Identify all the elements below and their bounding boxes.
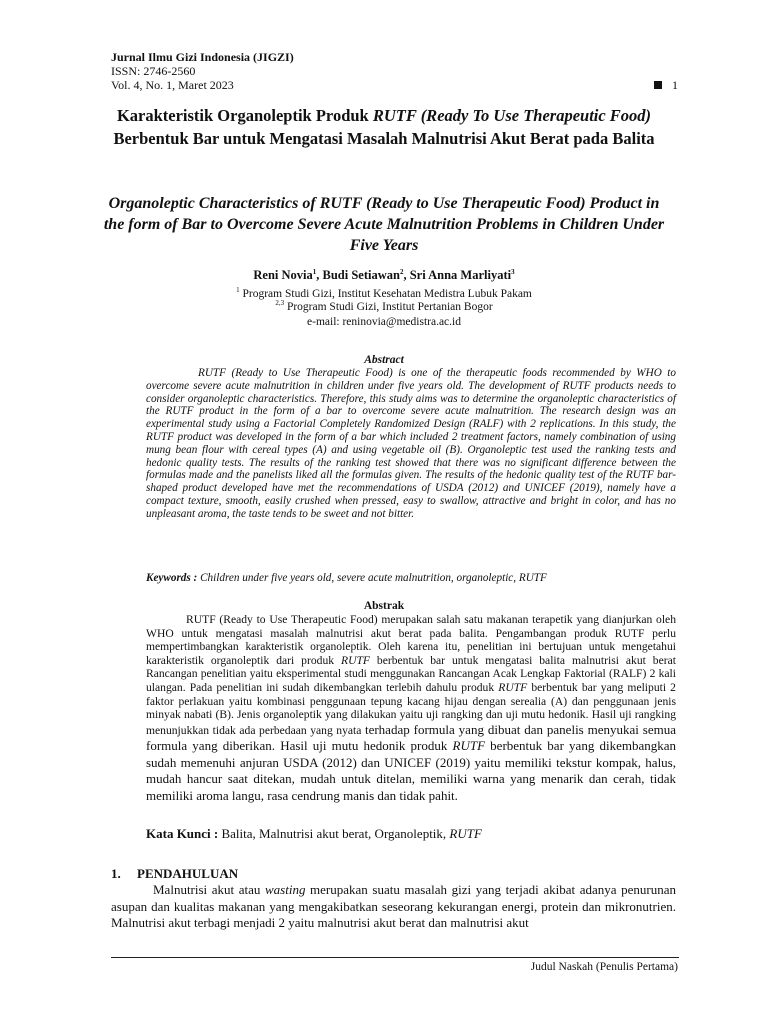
abstract-english [146, 367, 676, 521]
kata-kunci-italic: RUTF [449, 826, 482, 841]
body-text-part: Malnutrisi akut atau [153, 882, 265, 897]
abstrak-text-part: terhadap formula yang dibuat dan panelis menyukai semua formula yang diberikan. Hasil uji mutu hedonik produk [146, 721, 677, 754]
body-italic: wasting [264, 882, 306, 897]
author-email: e-mail: reninovia@medistra.ac.id [307, 316, 461, 328]
author-list: Reni Novia$^1$, Budi Setiawan$^2$, Sri Anna Marliyati$^3$ [253, 268, 515, 282]
page-number-value: 1 [672, 78, 678, 92]
footer-divider [111, 957, 679, 958]
title-english: Organoleptic Characteristics of RUTF (Ready to Use Therapeutic Food) Product in the form of Bar to Overcome Severe Acute Malnutrition Problems in Children Under Five Years [103, 195, 665, 254]
abstrak-text-part: berbentuk bar yang meliputi 2 faktor perlakuan yaitu kombinasi penggunaan tepung kacang hijau dengan serealia (A) dan penggunaan jenis minyak nabati (B). Jenis organoleptik yang dilakukan yaitu uji rangking dan uji mutu hedonik. Hasil uji rangking menunjukkan tidak ada perbedaan yang nyata [146, 680, 676, 737]
abstrak-text-part: berbentuk bar untuk mengatasi balita malnutrisi akut berat Rancangan penelitian yaitu eksperimental studi menggunakan Rancangan Acak Lengkap Faktorial (RALF) 2 kali ulangan. Pada penelitian ini sudah dikembangkan terlebih dahulu produk [146, 653, 676, 694]
abstract-english-text: RUTF (Ready to Use Therapeutic Food) is one of the therapeutic foods recommended by WHO to overcome severe acute malnutrition in children under five years old. The development of RUTF products needs to consider organoleptic characteristics. Therefore, this study aims was to determine the organoleptic characteristics of the RUTF product in the form of a bar to overcome severe acute malnutrition. The research design was an experimental study using a Factorial Completely Randomized Design (RALF) with 2 replications. In this study, the RUTF product was developed in the form of a bar which included 2 treatment factors, namely combination of using mung bean flour with cereal types (A) and using vegetable oil (B). Organoleptic test used the ranking tests and hedonic quality tests. The results of the ranking test showed that there was no significant difference between the formulas made and the panelists liked all the formulas given. The results of the hedonic quality test of the RUTF bar-shaped product developed have met the recommendations of USDA (2012) and UNICEF (2019), namely have a compact texture, smooth, easily crushed when pressed, easy to swallow, attractive and bright in color, and has no unpleasant aroma, the taste tends to be sweet and not bitter. [146, 367, 676, 520]
affiliation-sup: 2,3 [275, 299, 285, 307]
journal-name: Jurnal Ilmu Gizi Indonesia (JIGZI) [111, 50, 294, 64]
author-name: Reni Novia [253, 268, 313, 282]
abstract-heading: Abstract [364, 354, 404, 366]
footer-text: Judul Naskah (Penulis Pertama) [530, 961, 678, 973]
affiliation-text: Program Studi Gizi, Institut Pertanian Bogor [284, 301, 493, 313]
section-number: 1. [111, 866, 121, 881]
author-sup: 1 [312, 268, 317, 276]
abstrak-text-part: berbentuk bar yang dikembangkan sudah memenuhi anjuran USDA (2012) dan UNICEF (2019) yaitu memiliki tekstur kompak, halus, mudah hancur saat ditekan, mudah untuk ditelan, memiliki warna yang menarik dan cerah, tidak memiliki aroma langu, rasa cendrung manis dan tidak pahit. [146, 738, 676, 803]
kata-kunci [146, 826, 676, 842]
journal-header [111, 50, 294, 92]
journal-issn: ISSN: 2746-2560 [111, 64, 196, 78]
affiliation [100, 301, 668, 314]
affiliation-sup: 1 [236, 286, 240, 294]
abstrak-rutf-italic: RUTF [452, 738, 486, 754]
section-heading [111, 866, 238, 882]
author-name: Budi Setiawan [322, 268, 400, 282]
kata-kunci-text: Balita, Malnutrisi akut berat, Organoleptik, [221, 826, 450, 841]
page-number [654, 78, 678, 92]
keywords-text: Children under five years old, severe acute malnutrition, organoleptic, RUTF [200, 572, 547, 584]
section-title: PENDAHULUAN [137, 866, 239, 881]
abstrak-rutf-italic: RUTF [340, 653, 370, 667]
title-indonesian [100, 104, 668, 150]
abstract-indonesian [146, 613, 676, 804]
body-text-part: merupakan suatu masalah gizi yang terjadi akibat adanya penurunan asupan dan kualitas makanan yang mengakibatkan seseorang kekurangan energi, protein dan mikronutrien. Malnutrisi akut terbagi menjadi 2 yaitu malnutrisi akut berat dan malnutrisi akut [111, 882, 676, 930]
title-id-part1: Karakteristik Organoleptik Produk [116, 106, 373, 125]
square-bullet-icon [654, 81, 662, 89]
keywords-label: Keywords : [146, 572, 201, 584]
abstrak-text-part: RUTF (Ready to Use Therapeutic Food) merupakan salah satu makanan terapetik yang dianjurkan oleh WHO untuk mengatasi masalah malnutrisi akut berat pada balita. Pengambangan produk RUTF perlu mempertimbangkan karakteristik organoleptik. Oleh karena itu, penelitian ini bertujuan untuk mengetahui karakteristik organoleptik dari produk [146, 613, 676, 667]
author-sup: 3 [511, 268, 515, 276]
abstrak-heading: Abstrak [363, 600, 405, 612]
author-name: Sri Anna Marliyati [409, 268, 512, 282]
kata-kunci-label: Kata Kunci : [146, 826, 222, 841]
body-paragraph [111, 882, 676, 932]
affiliation [100, 288, 668, 301]
abstrak-text [146, 613, 676, 804]
journal-volume: Vol. 4, No. 1, Maret 2023 [111, 78, 234, 92]
keywords [146, 572, 676, 585]
abstrak-rutf-italic: RUTF [498, 680, 528, 694]
affiliation-text: Program Studi Gizi, Institut Kesehatan Medistra Lubuk Pakam [239, 288, 532, 300]
author-sup: 2 [399, 268, 404, 276]
section-body [111, 882, 676, 932]
title-id-part2: Berbentuk Bar untuk Mengatasi Masalah Malnutrisi Akut Berat pada Balita [113, 129, 655, 148]
title-id-italic: RUTF (Ready To Use Therapeutic Food) [372, 106, 652, 125]
